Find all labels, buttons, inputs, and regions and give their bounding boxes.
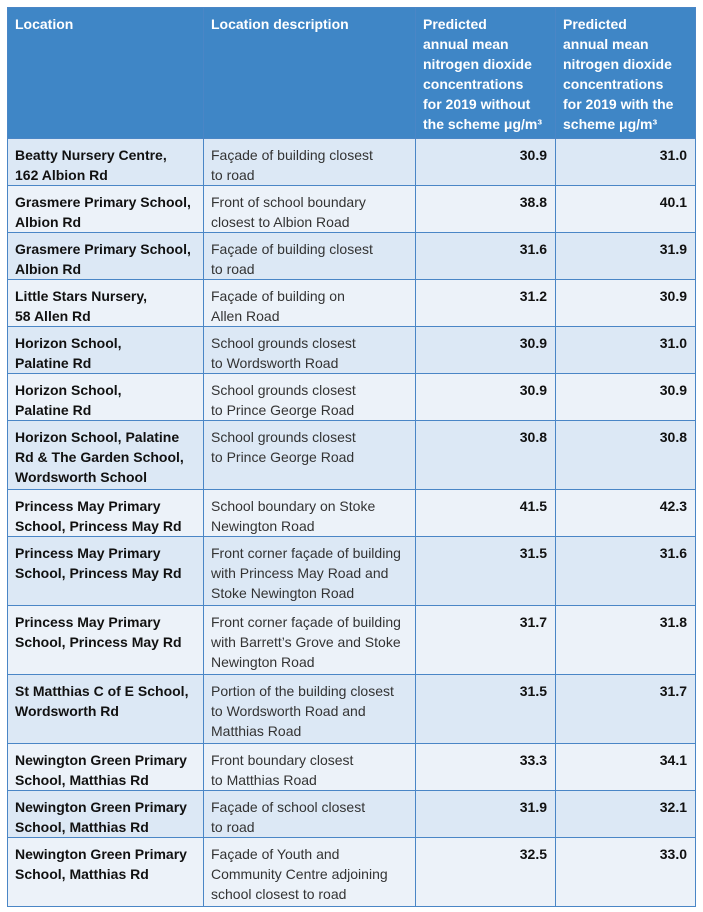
- table-row: [8, 675, 696, 744]
- table-row: [8, 838, 696, 907]
- with-scheme-value: 33.0: [556, 838, 696, 907]
- without-scheme-value: 33.3: [416, 744, 556, 791]
- without-scheme-value: 30.9: [416, 139, 556, 186]
- description-cell: School boundary on Stoke Newington Road: [204, 490, 416, 537]
- description-cell: Front corner façade of building with Princess May Road and Stoke Newington Road: [204, 537, 416, 606]
- description-cell: School grounds closest to Wordsworth Road: [204, 327, 416, 374]
- table-row: [8, 421, 696, 490]
- header-description: Location description: [204, 8, 416, 139]
- table-row: [8, 374, 696, 421]
- with-scheme-value: 31.8: [556, 606, 696, 675]
- table-row: [8, 327, 696, 374]
- without-scheme-value: 31.9: [416, 791, 556, 838]
- location-cell: Newington Green Primary School, Matthias Rd: [8, 744, 204, 791]
- with-scheme-value: 31.0: [556, 139, 696, 186]
- description-cell: Façade of building closest to road: [204, 233, 416, 280]
- description-cell: Front corner façade of building with Barrett’s Grove and Stoke Newington Road: [204, 606, 416, 675]
- without-scheme-value: 31.2: [416, 280, 556, 327]
- without-scheme-value: 30.9: [416, 327, 556, 374]
- location-cell: Princess May Primary School, Princess May Rd: [8, 606, 204, 675]
- with-scheme-value: 31.9: [556, 233, 696, 280]
- table-row: [8, 744, 696, 791]
- table-row: [8, 139, 696, 186]
- with-scheme-value: 31.6: [556, 537, 696, 606]
- description-cell: School grounds closest to Prince George Road: [204, 374, 416, 421]
- header-with-scheme: Predicted annual mean nitrogen dioxide concentrations for 2019 with the scheme μg/m³: [556, 8, 696, 139]
- table-row: [8, 186, 696, 233]
- without-scheme-value: 41.5: [416, 490, 556, 537]
- table-row: [8, 280, 696, 327]
- with-scheme-value: 30.9: [556, 374, 696, 421]
- location-cell: Beatty Nursery Centre, 162 Albion Rd: [8, 139, 204, 186]
- without-scheme-value: 30.9: [416, 374, 556, 421]
- without-scheme-value: 38.8: [416, 186, 556, 233]
- no2-concentration-table: [7, 7, 696, 907]
- with-scheme-value: 30.8: [556, 421, 696, 490]
- description-cell: Façade of building on Allen Road: [204, 280, 416, 327]
- table-row: [8, 791, 696, 838]
- with-scheme-value: 40.1: [556, 186, 696, 233]
- without-scheme-value: 32.5: [416, 838, 556, 907]
- location-cell: Grasmere Primary School, Albion Rd: [8, 233, 204, 280]
- description-cell: School grounds closest to Prince George Road: [204, 421, 416, 490]
- with-scheme-value: 30.9: [556, 280, 696, 327]
- description-cell: Front of school boundary closest to Albion Road: [204, 186, 416, 233]
- location-cell: Newington Green Primary School, Matthias Rd: [8, 838, 204, 907]
- with-scheme-value: 32.1: [556, 791, 696, 838]
- location-cell: Horizon School, Palatine Rd: [8, 327, 204, 374]
- location-cell: Princess May Primary School, Princess May Rd: [8, 537, 204, 606]
- without-scheme-value: 31.5: [416, 675, 556, 744]
- table-row: [8, 606, 696, 675]
- header-without-scheme: Predicted annual mean nitrogen dioxide concentrations for 2019 without the scheme μg/m³: [416, 8, 556, 139]
- without-scheme-value: 30.8: [416, 421, 556, 490]
- location-cell: St Matthias C of E School, Wordsworth Rd: [8, 675, 204, 744]
- location-cell: Little Stars Nursery, 58 Allen Rd: [8, 280, 204, 327]
- location-cell: Horizon School, Palatine Rd: [8, 374, 204, 421]
- description-cell: Façade of building closest to road: [204, 139, 416, 186]
- description-cell: Portion of the building closest to Wordsworth Road and Matthias Road: [204, 675, 416, 744]
- table-row: [8, 233, 696, 280]
- description-cell: Façade of Youth and Community Centre adjoining school closest to road: [204, 838, 416, 907]
- location-cell: Princess May Primary School, Princess May Rd: [8, 490, 204, 537]
- location-cell: Newington Green Primary School, Matthias Rd: [8, 791, 204, 838]
- without-scheme-value: 31.6: [416, 233, 556, 280]
- with-scheme-value: 31.7: [556, 675, 696, 744]
- header-location: Location: [8, 8, 204, 139]
- with-scheme-value: 42.3: [556, 490, 696, 537]
- with-scheme-value: 31.0: [556, 327, 696, 374]
- without-scheme-value: 31.5: [416, 537, 556, 606]
- without-scheme-value: 31.7: [416, 606, 556, 675]
- description-cell: Front boundary closest to Matthias Road: [204, 744, 416, 791]
- table-row: [8, 490, 696, 537]
- with-scheme-value: 34.1: [556, 744, 696, 791]
- table-row: [8, 537, 696, 606]
- description-cell: Façade of school closest to road: [204, 791, 416, 838]
- location-cell: Grasmere Primary School, Albion Rd: [8, 186, 204, 233]
- location-cell: Horizon School, Palatine Rd & The Garden School, Wordsworth School: [8, 421, 204, 490]
- header-row: [8, 8, 696, 139]
